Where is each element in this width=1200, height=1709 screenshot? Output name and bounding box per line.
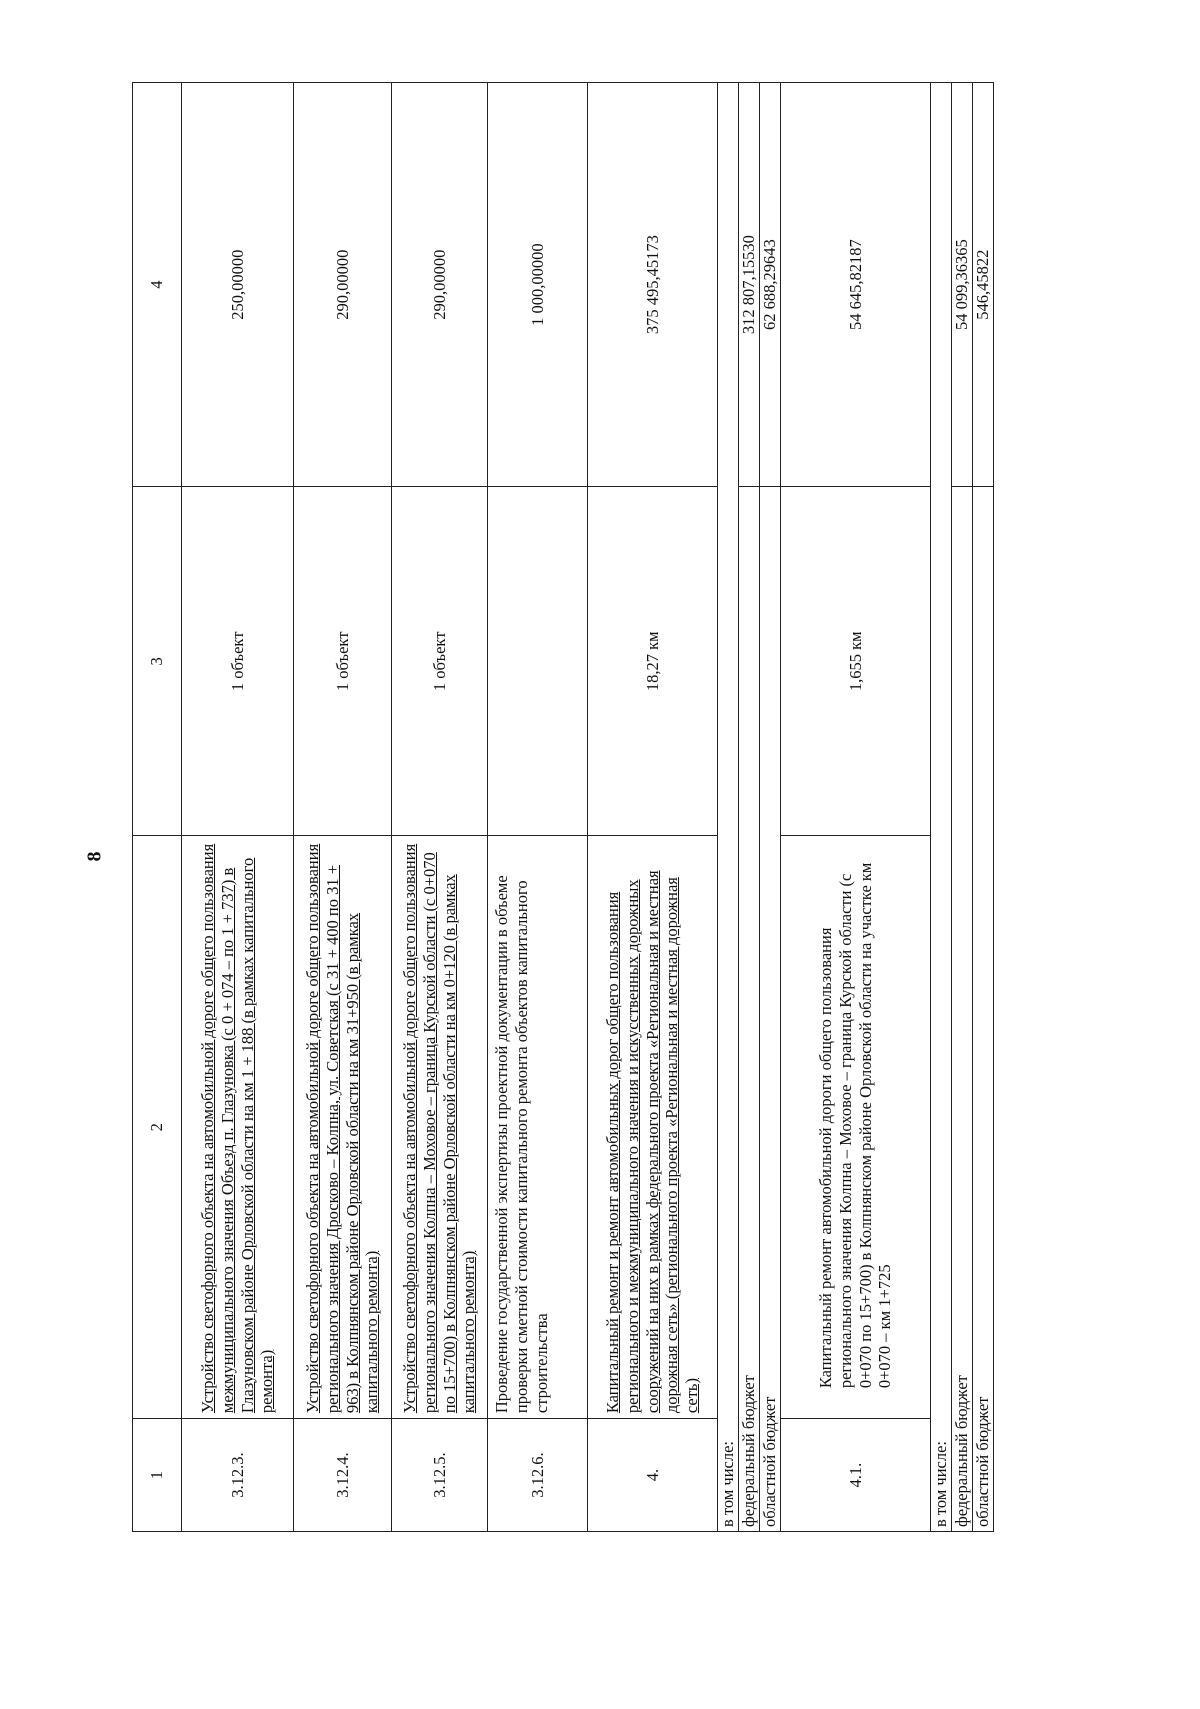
row-description xyxy=(392,836,488,1419)
budget-amount: 546,45822 xyxy=(973,83,994,487)
row-number: 3.12.4. xyxy=(294,1419,392,1532)
row-number: 3.12.5. xyxy=(392,1419,488,1532)
budget-row xyxy=(973,83,994,1532)
budget-table xyxy=(132,82,994,1532)
budget-label: областной бюджет xyxy=(760,487,781,1532)
budget-label: областной бюджет xyxy=(973,487,994,1532)
budget-row xyxy=(952,83,973,1532)
row-amount: 250,00000 xyxy=(182,83,294,487)
row-amount: 1 000,00000 xyxy=(488,83,588,487)
table-row xyxy=(781,83,931,1532)
table-row xyxy=(182,83,294,1532)
rotated-table-container xyxy=(132,82,1088,1532)
including-row xyxy=(931,83,952,1532)
row-description-text: Устройство светофорного объекта на автомобильной дороге общего пользования межмуниципального значения Объезд п. Глазуновка (с 0 + 074 – по 1 + 737) в Глазуновском районе Орловской области на км 1 + 188 (в рамках капитального ремонта) xyxy=(197,843,277,1414)
row-quantity xyxy=(488,487,588,836)
budget-label: федеральный бюджет xyxy=(952,487,973,1532)
table-row xyxy=(294,83,392,1532)
budget-row xyxy=(739,83,760,1532)
row-description: Капитальный ремонт автомобильной дороги общего пользования регионального значения Колпна – Моховое – граница Курской области (с 0+070 по 15+700) в Колпнянском районе Орловской области на участке км 0+070 – км 1+725 xyxy=(781,836,931,1419)
row-quantity: 18,27 км xyxy=(588,487,718,836)
header-row xyxy=(133,83,182,1532)
row-amount: 290,00000 xyxy=(294,83,392,487)
budget-row xyxy=(760,83,781,1532)
row-description xyxy=(182,836,294,1419)
row-quantity: 1 объект xyxy=(392,487,488,836)
row-quantity: 1 объект xyxy=(182,487,294,836)
including-row xyxy=(718,83,739,1532)
row-number: 4.1. xyxy=(781,1419,931,1532)
row-amount: 375 495,45173 xyxy=(588,83,718,487)
row-description-text: Устройство светофорного объекта на автомобильной дороге общего пользования регионального значения Колпна – Моховое – граница Курской области (с 0+070 по 15+700) в Колпнянском районе Орловской области на км 0+120 (в рамках капитального ремонта) xyxy=(399,843,479,1414)
header-col-1: 1 xyxy=(133,1419,182,1532)
page-number: 8 xyxy=(83,851,106,862)
table-row xyxy=(392,83,488,1532)
including-label: в том числе: xyxy=(718,83,739,1532)
row-number: 4. xyxy=(588,1419,718,1532)
row-amount: 290,00000 xyxy=(392,83,488,487)
budget-amount: 312 807,15530 xyxy=(739,83,760,487)
row-description-text: Капитальный ремонт и ремонт автомобильных дорог общего пользования регионального и межмуниципального значения и искусственных дорожных сооружений на них в рамках федерального проекта «Региональная и местная дорожная сеть» (регионального проекта «Региональная и местная дорожная сеть) xyxy=(603,870,702,1414)
table-row xyxy=(488,83,588,1532)
row-amount: 54 645,82187 xyxy=(781,83,931,487)
budget-amount: 54 099,36365 xyxy=(952,83,973,487)
budget-amount: 62 688,29643 xyxy=(760,83,781,487)
row-description xyxy=(588,836,718,1419)
header-col-3: 3 xyxy=(133,487,182,836)
table-row xyxy=(588,83,718,1532)
row-description: Проведение государственной экспертизы проектной документации в объеме проверки сметной стоимости капитального ремонта объектов капитального строительства xyxy=(488,836,588,1419)
row-number: 3.12.3. xyxy=(182,1419,294,1532)
budget-label: федеральный бюджет xyxy=(739,487,760,1532)
header-col-4: 4 xyxy=(133,83,182,487)
row-quantity: 1,655 км xyxy=(781,487,931,836)
row-description xyxy=(294,836,392,1419)
row-description-text: Устройство светофорного объекта на автомобильной дороге общего пользования регионального значения Дросково – Колпна, ул. Советская (с 31 + 400 по 31 + 963) в Колпнянском районе Орловской области на км 31+950 (в рамках капитального ремонта) xyxy=(302,843,382,1414)
including-label: в том числе: xyxy=(931,83,952,1532)
row-number: 3.12.6. xyxy=(488,1419,588,1532)
header-col-2: 2 xyxy=(133,836,182,1419)
row-quantity: 1 объект xyxy=(294,487,392,836)
